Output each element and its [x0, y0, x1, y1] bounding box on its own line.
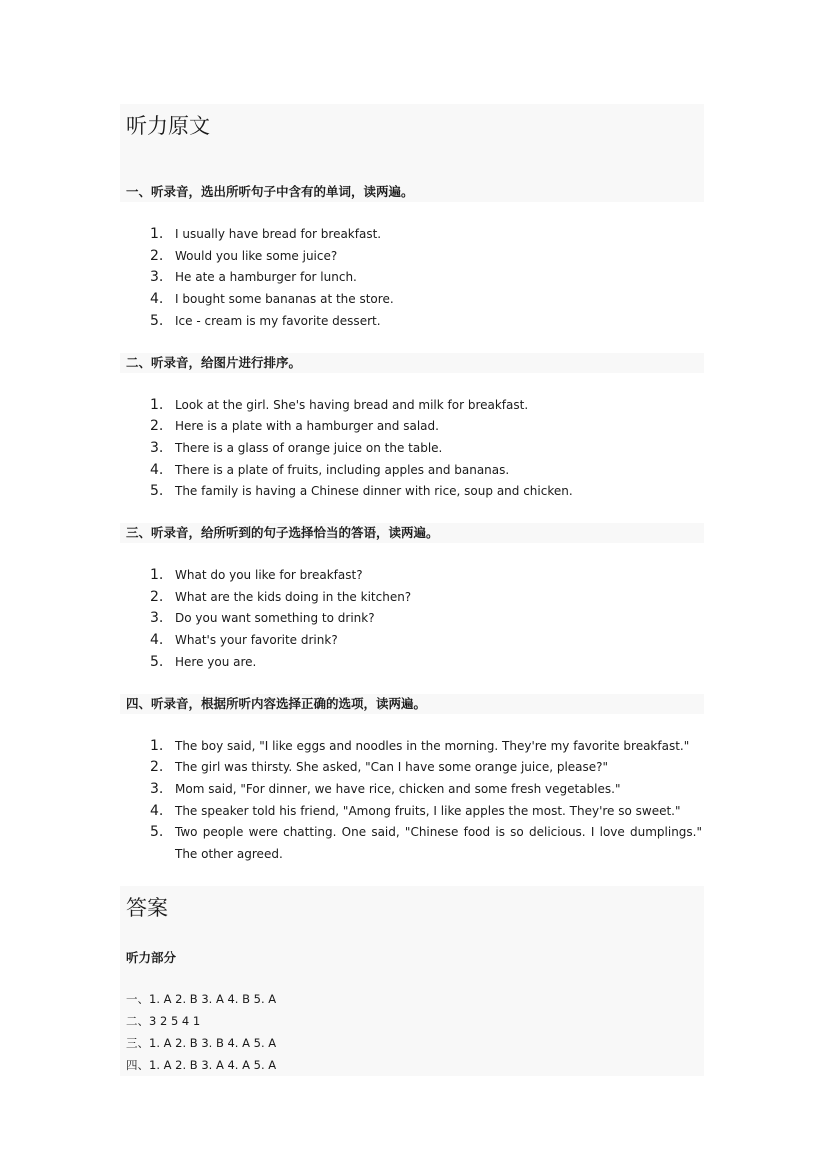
list-item	[120, 246, 704, 268]
list-item	[120, 822, 704, 865]
list-item	[120, 289, 704, 311]
answer-line: 三、1. A 2. B 3. B 4. A 5. A	[120, 1032, 704, 1054]
list-item	[120, 224, 704, 246]
item-text: There is a plate of fruits, including apples and bananas.	[175, 462, 510, 477]
item-number: 3.	[150, 610, 164, 627]
item-number: 2.	[150, 588, 164, 605]
item-text: The speaker told his friend, "Among fruits, I like apples the most. They're so sweet."	[175, 803, 681, 818]
item-number: 1.	[150, 737, 164, 754]
item-number: 3.	[150, 780, 164, 797]
section-3	[120, 523, 704, 674]
list-item	[120, 652, 704, 674]
list-item	[120, 565, 704, 587]
answer-line: 四、1. A 2. B 3. A 4. A 5. A	[120, 1054, 704, 1076]
item-number: 5.	[150, 653, 164, 670]
section-1	[120, 182, 704, 333]
section-title: 二、听录音，给图片进行排序。	[120, 353, 704, 373]
item-text: Two people were chatting. One said, "Chinese food is so delicious. I love dumplings." The other agreed.	[175, 825, 702, 862]
list-item	[120, 267, 704, 289]
item-text: He ate a hamburger for lunch.	[175, 270, 357, 285]
section-4	[120, 694, 704, 866]
listening-title-block	[120, 104, 704, 182]
item-number: 1.	[150, 567, 164, 584]
list-item	[120, 736, 704, 758]
answers-block	[120, 886, 704, 1076]
document-content	[120, 104, 704, 1076]
item-text: What are the kids doing in the kitchen?	[175, 589, 412, 604]
answers-title: 答案	[126, 895, 168, 920]
list-item	[120, 311, 704, 333]
item-text: There is a glass of orange juice on the table.	[175, 440, 443, 455]
item-text: The family is having a Chinese dinner with rice, soup and chicken.	[175, 484, 573, 499]
list-item	[120, 779, 704, 801]
item-number: 5.	[150, 312, 164, 329]
item-text: Would you like some juice?	[175, 248, 338, 263]
item-text: The boy said, "I like eggs and noodles in the morning. They're my favorite breakfast."	[175, 738, 690, 753]
list-item	[120, 395, 704, 417]
item-number: 3.	[150, 439, 164, 456]
list-item	[120, 481, 704, 503]
item-number: 2.	[150, 247, 164, 264]
item-text: Here is a plate with a hamburger and salad.	[175, 419, 439, 434]
list-item	[120, 608, 704, 630]
item-number: 3.	[150, 269, 164, 286]
listening-title: 听力原文	[126, 114, 210, 138]
item-number: 1.	[150, 396, 164, 413]
answer-line: 一、1. A 2. B 3. A 4. B 5. A	[120, 988, 704, 1010]
item-number: 1.	[150, 226, 164, 242]
list-item	[120, 801, 704, 823]
list-item	[120, 757, 704, 779]
list-item	[120, 438, 704, 460]
item-text: Here you are.	[175, 654, 257, 669]
section-title: 一、听录音，选出所听句子中含有的单词，读两遍。	[120, 182, 704, 202]
answers-subtitle: 听力部分	[120, 948, 704, 968]
list-item	[120, 587, 704, 609]
list-item	[120, 630, 704, 652]
section-2	[120, 353, 704, 504]
item-text: Mom said, "For dinner, we have rice, chicken and some fresh vegetables."	[175, 781, 621, 796]
item-text: What do you like for breakfast?	[175, 568, 363, 583]
section-title: 三、听录音，给所听到的句子选择恰当的答语，读两遍。	[120, 523, 704, 543]
item-text: Look at the girl. She's having bread and milk for breakfast.	[175, 397, 529, 412]
answer-line: 二、3 2 5 4 1	[120, 1010, 704, 1032]
item-text: I usually have bread for breakfast.	[175, 227, 382, 241]
item-text: Do you want something to drink?	[175, 611, 375, 626]
list-item	[120, 460, 704, 482]
item-number: 4.	[150, 461, 164, 478]
item-number: 4.	[150, 802, 164, 819]
item-text: What's your favorite drink?	[175, 633, 338, 648]
item-number: 2.	[150, 759, 164, 776]
item-number: 5.	[150, 824, 164, 841]
item-text: I bought some bananas at the store.	[175, 292, 394, 307]
item-number: 2.	[150, 418, 164, 435]
item-text: Ice - cream is my favorite dessert.	[175, 313, 381, 328]
item-number: 4.	[150, 632, 164, 649]
item-number: 5.	[150, 483, 164, 500]
item-number: 4.	[150, 291, 164, 308]
list-item	[120, 416, 704, 438]
section-title: 四、听录音，根据所听内容选择正确的选项，读两遍。	[120, 694, 704, 714]
item-text: The girl was thirsty. She asked, "Can I have some orange juice, please?"	[175, 760, 609, 775]
